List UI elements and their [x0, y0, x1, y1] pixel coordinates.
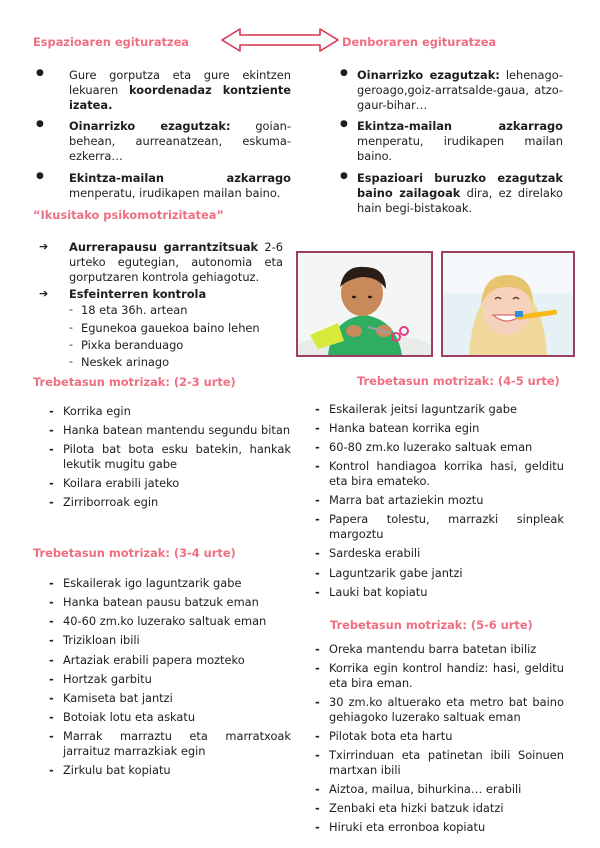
list-item: - Kontrol handiagoa korrika hasi, gelditu eta bira emateko.	[329, 459, 564, 489]
list-item: - Papera tolestu, marrazki sinpleak margoztu	[329, 512, 564, 542]
list-item: - Koilara erabili jateko	[63, 476, 291, 491]
skills-3-4-list	[63, 576, 291, 782]
list-item: - 18 eta 36h. artean	[81, 303, 283, 317]
list-item: ● Oinarrizko ezagutzak: lehenago-geroago,goiz-arratsalde-gaua, atzo-gaur-bihar…	[357, 68, 563, 112]
space-list	[69, 68, 291, 208]
list-item: - Lauki bat kopiatu	[329, 585, 564, 600]
skills-4-5-list	[329, 402, 564, 604]
list-item: - Botoiak lotu eta askatu	[63, 710, 291, 725]
list-item: - 40-60 zm.ko luzerako saltuak eman	[63, 614, 291, 629]
list-item: - Hortzak garbitu	[63, 672, 291, 687]
list-item: - Zirriborroak egin	[63, 495, 291, 510]
list-item: ● Ekintza-mailan azkarrago menperatu, irudikapen mailan baino.	[357, 119, 563, 163]
boy-cutting-photo	[296, 251, 433, 357]
sphincter-sublist	[81, 303, 283, 369]
list-item: - Eskailerak igo laguntzarik gabe	[63, 576, 291, 591]
list-item: ➔ Aurrerapausu garrantzitsuak 2-6 urteko egutegian, autonomia eta gorputzaren kontrola gehiagotuz.	[69, 240, 283, 284]
time-structure-title: Denboraren egituratzea	[342, 35, 497, 49]
list-item: - Aiztoa, mailua, bihurkina… erabili	[329, 782, 564, 797]
list-item: - Egunekoa gauekoa baino lehen	[81, 321, 283, 335]
list-item: - Zenbaki eta hizki batzuk idatzi	[329, 801, 564, 816]
list-item: - Hanka batean mantendu segundu bitan	[63, 423, 291, 438]
list-item: ● Gure gorputza eta gure ekintzen lekuaren koordenadaz kontziente izatea.	[69, 68, 291, 112]
list-item: ● Oinarrizko ezagutzak: goian-behean, aurreanatzean, eskuma-ezkerra…	[69, 119, 291, 163]
list-item: - Hanka batean pausu batzuk eman	[63, 595, 291, 610]
list-item: - Neskek arinago	[81, 355, 283, 369]
list-item: - Pilota bat bota esku batekin, hankak lekutik mugitu gabe	[63, 442, 291, 472]
list-item: - Sardeska erabili	[329, 546, 564, 561]
list-item: - 30 zm.ko altuerako eta metro bat baino gehiagoko luzerako saltuak eman	[329, 695, 564, 725]
skills-2-3-title: Trebetasun motrizak: (2-3 urte)	[33, 375, 236, 389]
double-arrow-icon	[220, 27, 340, 53]
list-item: - Marrak marraztu eta marratxoak jarraituz marrazkiak egin	[63, 729, 291, 759]
list-item: - Hanka batean korrika egin	[329, 421, 564, 436]
list-item: - Marra bat artaziekin moztu	[329, 493, 564, 508]
list-item: - Laguntzarik gabe jantzi	[329, 566, 564, 581]
list-item: - Artaziak erabili papera mozteko	[63, 653, 291, 668]
list-item: - Eskailerak jeitsi laguntzarik gabe	[329, 402, 564, 417]
time-list	[357, 68, 563, 222]
list-item: - Korrika egin kontrol handiz: hasi, gelditu eta bira eman.	[329, 661, 564, 691]
list-item: - Oreka mantendu barra batetan ibiliz	[329, 642, 564, 657]
psychomotricity-list	[69, 240, 283, 372]
skills-2-3-list	[63, 404, 291, 514]
list-item: ➔ Esfeinterren kontrola - 18 eta 36h. artean - Egunekoa gauekoa baino lehen - Pixka beranduago - Neskek arinago	[69, 287, 283, 369]
list-item: - Korrika egin	[63, 404, 291, 419]
list-item: - Kamiseta bat jantzi	[63, 691, 291, 706]
skills-5-6-title: Trebetasun motrizak: (5-6 urte)	[330, 618, 533, 632]
skills-4-5-title: Trebetasun motrizak: (4-5 urte)	[357, 374, 560, 388]
list-item: - Pilotak bota eta hartu	[329, 729, 564, 744]
list-item: - Zirkulu bat kopiatu	[63, 763, 291, 778]
skills-3-4-title: Trebetasun motrizak: (3-4 urte)	[33, 546, 236, 560]
list-item: - Txirrinduan eta patinetan ibili Soinuen martxan ibili	[329, 748, 564, 778]
psychomotricity-title: “Ikusitako psikomotrizitatea”	[33, 208, 224, 222]
space-structure-title: Espazioaren egituratzea	[33, 35, 189, 49]
skills-5-6-list	[329, 642, 564, 839]
list-item: - 60-80 zm.ko luzerako saltuak eman	[329, 440, 564, 455]
list-item: - Pixka beranduago	[81, 338, 283, 352]
list-item: - Hiruki eta erronboa kopiatu	[329, 820, 564, 835]
girl-brushing-teeth-photo	[441, 251, 575, 357]
list-item: ● Espazioari buruzko ezagutzak baino zailagoak dira, ez direlako hain begi-bistakoak.	[357, 171, 563, 215]
list-item: ● Ekintza-mailan azkarrago menperatu, irudikapen mailan baino.	[69, 171, 291, 201]
list-item: - Trizikloan ibili	[63, 633, 291, 648]
